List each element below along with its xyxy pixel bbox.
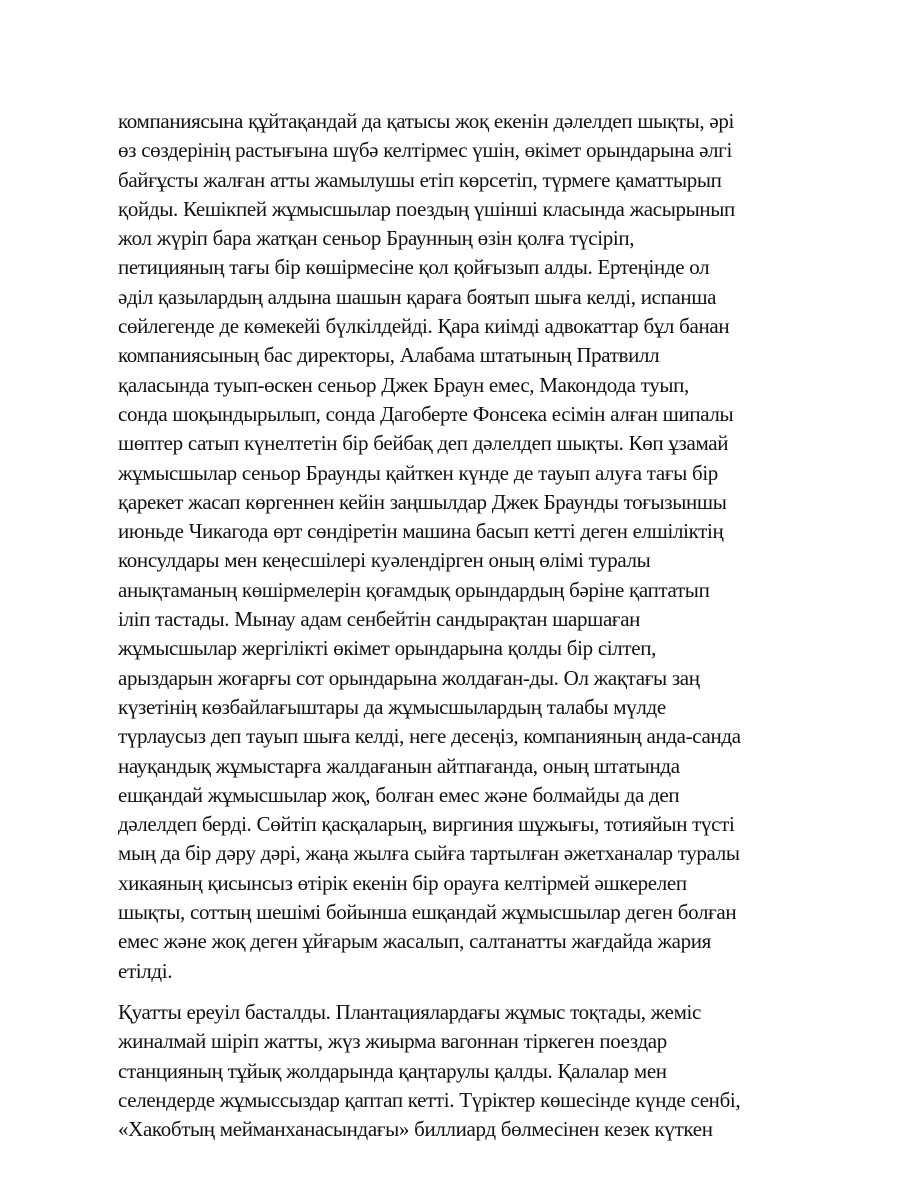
- text-line: іліп тастады. Мынау адам сенбейтін сандырақтан шаршаған: [118, 607, 641, 632]
- text-line: байғұсты жалған атты жамылушы етіп көрсетіп, түрмеге қаматтырып: [118, 167, 722, 192]
- text-line: емес және жоқ деген ұйғарым жасалып, салтанатты жағдайда жария: [118, 929, 711, 954]
- text-line: ешқандай жұмысшылар жоқ, болған емес және болмайды да деп: [118, 782, 680, 807]
- document-body: [118, 107, 818, 1144]
- text-line: жұмысшылар сеньор Браунды қайткен күнде де тауып алуға тағы бір: [118, 460, 718, 485]
- text-line: түрлаусыз деп тауып шыға келді, неге десеңіз, компанияның анда-санда: [118, 724, 741, 749]
- text-line: күзетінің көзбайлағыштары да жұмысшылардың талабы мүлде: [118, 694, 666, 719]
- paragraph-spacer: [118, 986, 818, 998]
- text-line: компаниясына құйтақандай да қатысы жоқ екенін дәлелдеп шықты, әрі: [118, 109, 734, 133]
- text-line: қаласында туып-өскен сеньор Джек Браун емес, Макондода туып,: [118, 372, 689, 397]
- text-line: анықтаманың көшірмелерін қоғамдық орындардың бәріне қаптатып: [118, 577, 710, 602]
- text-line: шөптер сатып күнелтетін бір бейбақ деп дәлелдеп шықты. Көп ұзамай: [118, 431, 729, 456]
- text-line: өз сөздерінің растығына шүбә келтірмес үшін, өкімет орындарына әлгі: [118, 138, 732, 163]
- text-line: мың да бір дәру дәрі, жаңа жылға сыйға тартылған әжетханалар туралы: [118, 841, 740, 866]
- text-line: июньде Чикагода өрт сөндіретін машина басып кетті деген елшіліктің: [118, 519, 724, 544]
- text-line: петицияның тағы бір көшірмесіне қол қойғызып алды. Ертеңінде ол: [118, 255, 710, 280]
- text-line: «Хакобтың мейманханасындағы» биллиард бөлмесінен кезек күткен: [118, 1117, 713, 1142]
- text-line: жол жүріп бара жатқан сеньор Браунның өзін қолға түсіріп,: [118, 226, 635, 251]
- text-line: әділ қазылардың алдына шашын қараға боятып шыға келді, испанша: [118, 284, 717, 309]
- text-line: станцияның тұйық жолдарында қаңтарулы қалды. Қалалар мен: [118, 1058, 667, 1083]
- text-line: хикаяның қисынсыз өтірік екенін бір орауға келтірмей әшкерелеп: [118, 870, 687, 895]
- text-line: компаниясының бас директоры, Алабама штатының Пратвилл: [118, 343, 660, 368]
- text-line: науқандық жұмыстарға жалдағанын айтпағанда, оның штатында: [118, 753, 680, 778]
- text-line: сонда шоқындырылып, сонда Дагоберте Фонсека есімін алған шипалы: [118, 401, 734, 426]
- text-line: дәлелдеп берді. Сөйтіп қасқаларың, виргиния шұжығы, тотияйын түсті: [118, 812, 735, 837]
- text-line: жиналмай шіріп жатты, жүз жиырма вагоннан тіркеген поездар: [118, 1029, 667, 1054]
- paragraph-2: [118, 998, 818, 1144]
- text-line: қарекет жасап көргеннен кейін заңшылдар Джек Браунды тоғызыншы: [118, 489, 727, 514]
- text-line: сөйлегенде де көмекейі бүлкілдейді. Қара киімді адвокаттар бұл банан: [118, 314, 730, 339]
- text-line: қойды. Кешікпей жұмысшылар поездың үшінші класында жасырынып: [118, 196, 735, 221]
- text-line: консулдары мен кеңесшілері куәлендірген оның өлімі туралы: [118, 548, 651, 573]
- text-line: арыздарын жоғарғы сот орындарына жолдаған-ды. Ол жақтағы заң: [118, 665, 700, 690]
- text-line: жұмысшылар жергілікті өкімет орындарына қолды бір сілтеп,: [118, 636, 656, 661]
- text-line: шықты, соттың шешімі бойынша ешқандай жұмысшылар деген болған: [118, 900, 737, 925]
- paragraph-1: [118, 107, 818, 986]
- text-line: селендерде жұмыссыздар қаптап кетті. Түріктер көшесінде күнде сенбі,: [118, 1087, 741, 1112]
- text-line: Қуатты ереуіл басталды. Плантациялардағы жұмыс тоқтады, жеміс: [118, 999, 702, 1024]
- text-line: етілді.: [118, 958, 173, 983]
